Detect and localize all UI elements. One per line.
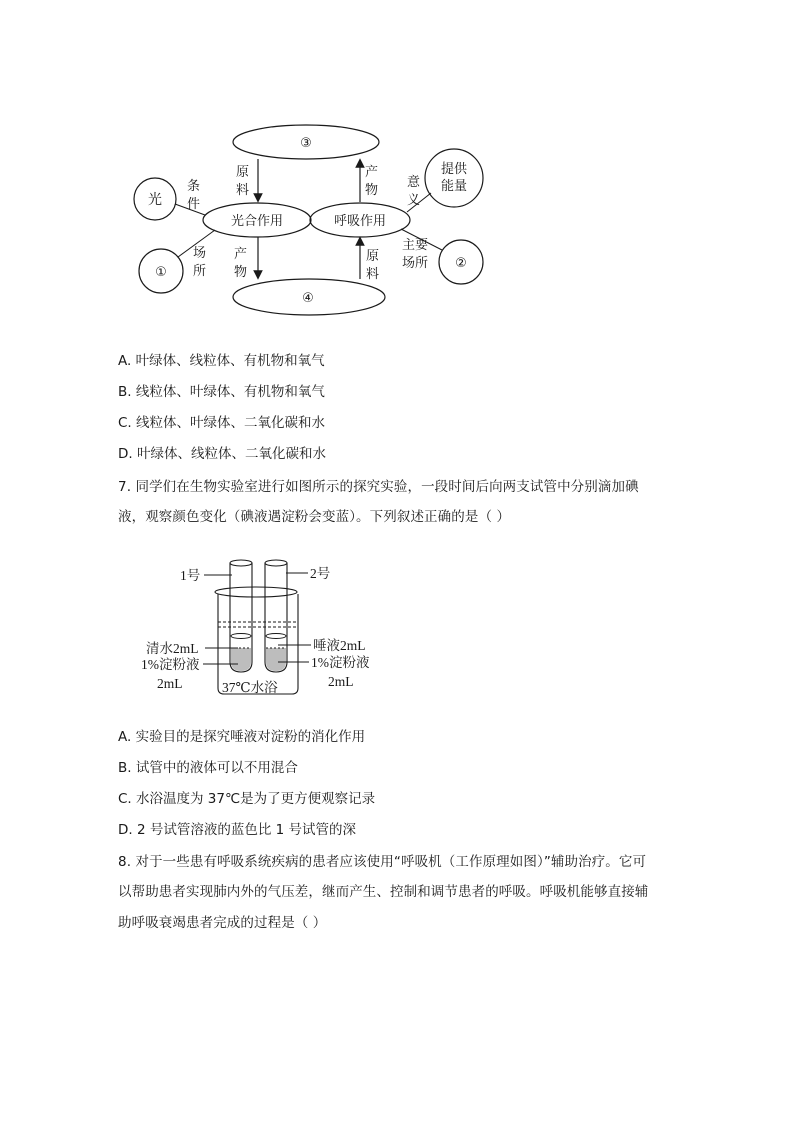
label-meaning-1: 意 <box>407 175 421 190</box>
light-label: 光 <box>148 192 162 208</box>
tube-2-saliva-meniscus <box>266 634 286 639</box>
q7-option-a: A. 实验目的是探究唾液对淀粉的消化作用 <box>118 729 366 745</box>
label-raw-bottom-2: 料 <box>366 267 380 282</box>
q7-stem-line2: 液，观察颜色变化（碘液遇淀粉会变蓝）。下列叙述正确的是（ ） <box>118 509 511 525</box>
energy-circle <box>425 149 483 207</box>
right-amount-label: 2mL <box>328 674 354 689</box>
tube-1-mouth <box>230 560 252 566</box>
q6-option-b: B. 线粒体、叶绿体、有机物和氧气 <box>118 384 325 400</box>
q6-option-d: D. 叶绿体、线粒体、二氧化碳和水 <box>118 446 326 462</box>
label-site-right-2: 场所 <box>402 256 429 271</box>
left-liquid-label: 清水2mL <box>146 641 199 656</box>
energy-label-line1: 提供 <box>440 162 468 177</box>
tube-1-starch <box>231 648 251 671</box>
site-circle-2-label: ② <box>455 256 467 271</box>
water-bath-label: 37℃水浴 <box>222 680 278 695</box>
bottom-oval-label: ④ <box>302 291 314 306</box>
q6-option-c: C. 线粒体、叶绿体、二氧化碳和水 <box>118 415 326 431</box>
beaker-rim <box>215 587 297 597</box>
label-site-left-1: 场 <box>193 246 207 261</box>
label-raw-top-1: 原 <box>236 165 250 180</box>
left-amount-label: 2mL <box>157 676 183 691</box>
q7-stem-line1: 7. 同学们在生物实验室进行如图所示的探究实验，一段时间后向两支试管中分别滴加碘 <box>118 479 639 495</box>
photosynthesis-respiration-diagram <box>0 0 794 330</box>
right-starch-label: 1%淀粉液 <box>311 655 370 670</box>
q8-line2: 以帮助患者实现肺内外的气压差，继而产生、控制和调节患者的呼吸。呼吸机能够直接辅 <box>118 884 649 900</box>
q8-line3: 助呼吸衰竭患者完成的过程是（ ） <box>118 915 327 931</box>
top-oval-label: ③ <box>300 136 312 151</box>
right-liquid-label: 唾液2mL <box>313 638 366 653</box>
left-starch-label: 1%淀粉液 <box>141 657 200 672</box>
label-condition-2: 件 <box>187 197 201 212</box>
tube-2-starch <box>266 648 286 671</box>
q7-option-d: D. 2 号试管溶液的蓝色比 1 号试管的深 <box>118 822 357 838</box>
label-product-bottom-2: 物 <box>234 265 248 280</box>
label-condition-1: 条 <box>187 179 201 194</box>
label-raw-top-2: 料 <box>236 183 250 198</box>
q8-line1: 8. 对于一些患有呼吸系统疾病的患者应该使用“呼吸机（工作原理如图）”辅助治疗。它可 <box>118 854 647 870</box>
label-product-bottom-1: 产 <box>234 247 248 262</box>
tube-1-water-meniscus <box>231 634 251 639</box>
photosynthesis-label: 光合作用 <box>230 214 284 229</box>
tube-2-label: 2号 <box>310 566 331 581</box>
label-raw-bottom-1: 原 <box>366 249 380 264</box>
energy-label-line2: 能量 <box>440 179 468 194</box>
label-site-left-2: 所 <box>193 264 207 279</box>
site-circle-1-label: ① <box>155 265 167 280</box>
label-meaning-2: 义 <box>407 193 421 208</box>
label-product-top-1: 产 <box>365 165 379 180</box>
tube-2-mouth <box>265 560 287 566</box>
tube-1-label: 1号 <box>180 568 201 583</box>
label-site-right-1: 主要 <box>402 238 429 253</box>
q7-option-c: C. 水浴温度为 37℃是为了更方便观察记录 <box>118 791 376 807</box>
q6-option-a: A. 叶绿体、线粒体、有机物和氧气 <box>118 353 325 369</box>
label-product-top-2: 物 <box>365 183 379 198</box>
respiration-label: 呼吸作用 <box>333 214 387 229</box>
test-tube-figure <box>0 540 794 700</box>
q7-option-b: B. 试管中的液体可以不用混合 <box>118 760 298 776</box>
